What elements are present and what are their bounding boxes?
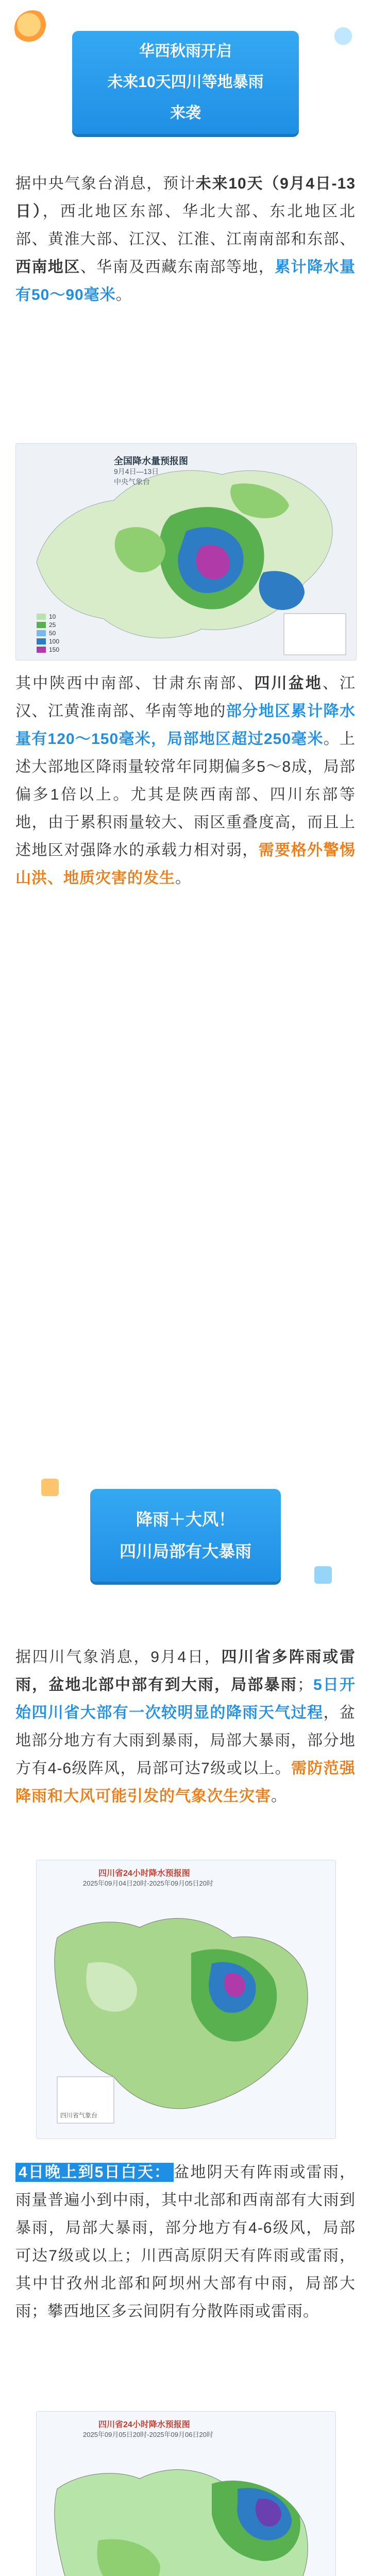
intro-paragraph-1: 据中央气象台消息，预计未来10天（9月4日-13日），西北地区东部、华北大部、东北地区北部、黄淮大部、江汉、江淮、江南南部和东部、西南地区、华南及西藏东南部等地，累计降水量有50～90毫米。 xyxy=(15,175,356,303)
day1-tag: 4日晚上到5日白天： xyxy=(15,2163,174,2182)
decoration-square xyxy=(314,1566,332,1584)
national-rain-map-svg xyxy=(16,444,356,660)
national-rain-map xyxy=(15,443,357,660)
map2-title: 四川省24小时降水预报图 xyxy=(98,1869,190,1878)
intro-paragraph-2: 其中陕西中南部、甘肃东南部、四川盆地、江汉、江黄淮南部、华南等地的部分地区累计降水量有120～150毫米，局部地区超过250毫米。上述大部地区降雨量较常年同期偏多5～8成，局部偏多1倍以上。尤其是陕西南部、四川东部等地，由于累积雨量较大、雨区重叠度高，而且上述地区对强降水的承载力相对弱，需要格外警惕山洪、地质灾害的发生。 xyxy=(15,675,356,887)
header-title-line2: 未来10天四川等地暴雨 xyxy=(107,74,264,91)
map1-title: 全国降水量预报图 xyxy=(114,456,188,466)
header-title-line1: 华西秋雨开启 xyxy=(139,43,232,60)
sun-decoration xyxy=(14,10,50,46)
section-title-line1: 降雨＋大风！ xyxy=(136,1510,235,1529)
map3-title: 四川省24小时降水预报图 xyxy=(98,2420,190,2429)
map1-subtitle: 9月4日—13日 xyxy=(114,467,159,476)
header-title-box xyxy=(72,31,299,134)
sichuan-rain-map-day1 xyxy=(36,1860,336,2139)
sichuan-paragraph: 据四川气象消息，9月4日，四川省多阵雨或雷雨，盆地北部中部有到大雨，局部暴雨；5日开始四川省大部有一次较明显的降雨天气过程，盆地部分地方有大雨到暴雨，局部大暴雨，部分地方有4-6级阵风，局部可达7级或以上。需防范强降雨和大风可能引发的气象次生灾害。 xyxy=(15,1649,356,1805)
decoration-square xyxy=(41,1479,59,1496)
section-title-line2: 四川局部有大暴雨 xyxy=(119,1542,251,1561)
header-title-line3: 来袭 xyxy=(170,105,201,122)
cloud-decoration xyxy=(328,21,359,52)
sichuan-rain-map-day2 xyxy=(36,2411,336,2576)
map3-time: 2025年09月05日20时-2025年09月06日20时 xyxy=(83,2431,213,2438)
day1-paragraph: 4日晚上到5日白天： 盆地阴天有阵雨或雷雨，雨量普遍小到中雨，其中北部和西南部有大雨到暴雨，局部大暴雨，部分地方有4-6级风，局部可达7级或以上；川西高原阴天有阵雨或雷雨，其中甘孜州北部和阿坝州大部有中雨，局部大雨；攀西地区多云间阴有分散阵雨或雷雨。 xyxy=(15,2164,356,2320)
section-title-box xyxy=(90,1489,281,1582)
map1-org: 中央气象台 xyxy=(114,478,150,486)
map2-time: 2025年09月04日20时-2025年09月05日20时 xyxy=(83,1879,213,1887)
map1-legend: 10 25 50 100 150 xyxy=(49,613,60,653)
map2-org: 四川省气象台 xyxy=(60,2112,98,2119)
